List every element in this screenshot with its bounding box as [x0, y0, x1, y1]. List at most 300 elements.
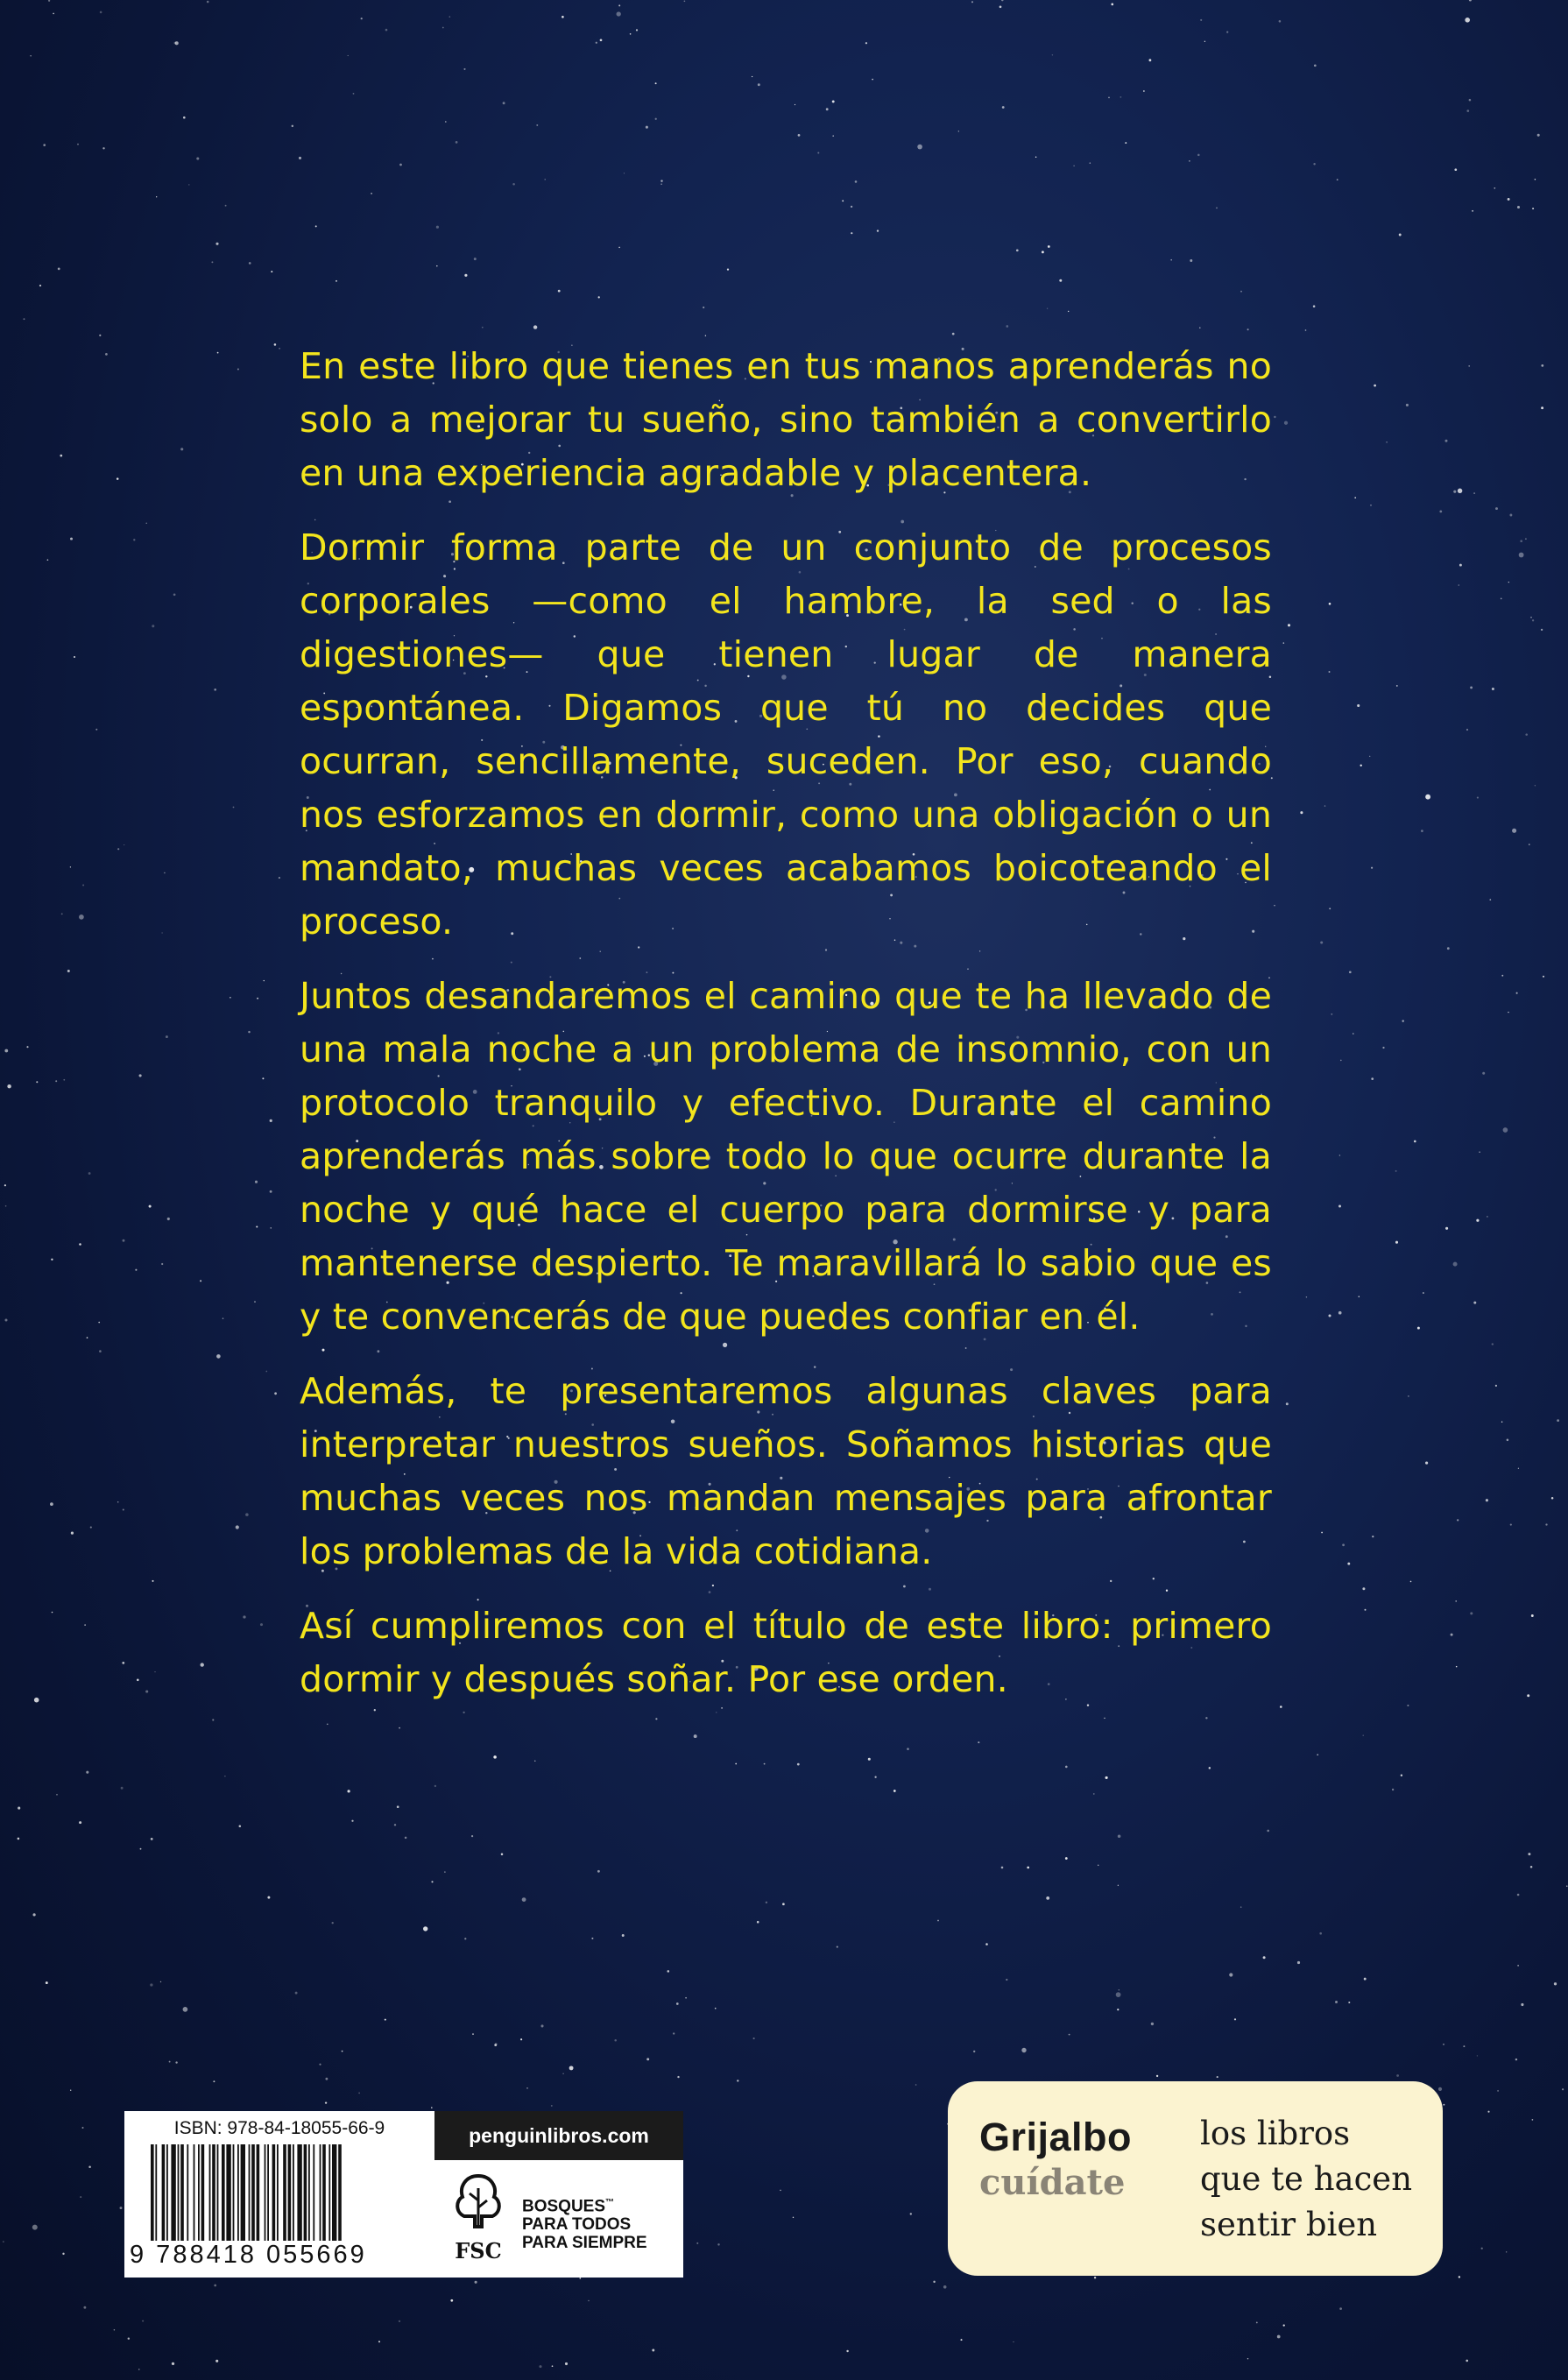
isbn-barcode — [124, 2111, 434, 2278]
star — [1247, 2358, 1248, 2359]
star — [1359, 1296, 1360, 1297]
star — [874, 1776, 876, 1778]
star — [1340, 1060, 1342, 1062]
star — [1482, 1072, 1485, 1075]
star — [47, 559, 49, 561]
star — [274, 343, 277, 346]
star — [617, 11, 621, 16]
star — [1541, 629, 1543, 631]
star — [83, 2306, 86, 2309]
star — [254, 1301, 256, 1303]
star — [558, 290, 561, 293]
star — [598, 296, 600, 298]
star — [1374, 385, 1376, 387]
star — [1338, 1311, 1342, 1315]
star — [100, 11, 102, 14]
star — [52, 1612, 53, 1614]
star — [18, 1838, 20, 1840]
star — [1501, 1421, 1502, 1422]
star — [351, 1820, 353, 1822]
star — [893, 1790, 896, 1792]
star — [212, 1719, 214, 1720]
star — [552, 2365, 554, 2367]
star — [545, 179, 546, 180]
star — [342, 2051, 343, 2052]
star — [1545, 1523, 1547, 1525]
star — [667, 1970, 670, 1973]
star — [34, 1698, 39, 1703]
star — [265, 1371, 267, 1373]
fsc-label — [434, 2160, 683, 2278]
star — [1274, 905, 1275, 906]
star — [140, 1848, 142, 1850]
star — [1149, 59, 1152, 61]
star — [1519, 553, 1524, 558]
star — [117, 1501, 119, 1503]
star — [1371, 1077, 1374, 1080]
star — [99, 335, 101, 336]
star — [87, 1337, 88, 1338]
star — [243, 1615, 245, 1618]
star — [1313, 163, 1315, 165]
star — [851, 232, 852, 234]
star — [1279, 20, 1282, 23]
star — [1487, 2111, 1489, 2113]
barcode-bar — [328, 2144, 330, 2241]
star — [1447, 947, 1450, 950]
star — [952, 333, 955, 335]
star — [1487, 1216, 1488, 1218]
star — [5, 1205, 7, 1207]
star — [1353, 1033, 1354, 1035]
star — [1300, 811, 1303, 814]
barcode-bar — [320, 2144, 321, 2241]
star — [660, 180, 662, 181]
star — [1459, 584, 1460, 586]
star — [249, 262, 251, 265]
star — [655, 118, 657, 120]
star — [213, 2080, 215, 2082]
star — [332, 1922, 334, 1924]
star — [172, 2362, 174, 2365]
star — [135, 1269, 137, 1271]
star — [1354, 497, 1356, 498]
star — [1197, 154, 1200, 157]
star — [937, 1920, 939, 1922]
star — [217, 352, 219, 354]
star — [1518, 1468, 1519, 1469]
star — [1531, 1614, 1534, 1617]
star — [222, 1317, 224, 1319]
star — [142, 2320, 144, 2322]
star — [1021, 2048, 1026, 2052]
star — [215, 2360, 218, 2362]
star — [565, 2362, 568, 2365]
star — [1517, 1894, 1520, 1896]
star — [1473, 492, 1475, 494]
star — [174, 42, 177, 45]
star — [872, 79, 873, 81]
isbn-label: ISBN: 978-84-18055-66-9 — [173, 2118, 385, 2138]
star — [394, 1824, 396, 1826]
star — [1001, 0, 1003, 1]
star — [1525, 733, 1528, 736]
star — [1520, 540, 1522, 542]
star — [1382, 1047, 1384, 1049]
star — [58, 268, 60, 271]
star — [1469, 0, 1472, 2]
barcode-bar — [194, 2144, 195, 2241]
star — [534, 1761, 535, 1762]
barcode-bar — [297, 2144, 301, 2241]
star — [1466, 2360, 1468, 2362]
star — [1425, 795, 1430, 800]
barcode-bar — [293, 2144, 294, 2241]
star — [1283, 2324, 1285, 2326]
star — [1417, 1327, 1420, 1330]
barcode-bar — [209, 2144, 211, 2241]
star — [676, 2002, 679, 2005]
star — [717, 2243, 719, 2245]
star — [1313, 305, 1316, 307]
star — [36, 1081, 38, 1083]
star — [766, 1902, 767, 1903]
blurb-paragraph-2: Dormir forma parte de un conjunto de procesos corporales —como el hambre, la sed o las digestiones— que tienen lugar de manera espontánea. Digamos que tú no decides que ocurran, sencillamente, suceden. Por eso, cuando nos esforzamos en dormir, como una obligación o un mandato, muchas veces acabamos boicoteando el proceso. — [300, 526, 1272, 943]
star — [1562, 2088, 1564, 2090]
barcode-bar — [251, 2144, 255, 2241]
star — [1365, 1609, 1367, 1611]
barcode-bars-icon — [151, 2144, 413, 2248]
star — [1274, 416, 1275, 418]
barcode-bar — [180, 2144, 184, 2241]
star — [1347, 1563, 1350, 1565]
star — [1170, 259, 1172, 261]
star — [26, 1046, 28, 1048]
barcode-bar — [233, 2144, 235, 2241]
isbn-digits: 9 788418 055669 — [130, 2241, 367, 2269]
star — [622, 1934, 625, 1937]
star — [39, 285, 41, 286]
star — [361, 18, 363, 19]
star — [1517, 1965, 1519, 1967]
star — [1342, 1543, 1345, 1546]
star — [474, 258, 477, 260]
star — [201, 1663, 204, 1666]
star — [98, 1322, 100, 1324]
star — [1065, 1857, 1068, 1860]
star — [1401, 1775, 1402, 1776]
star — [166, 1035, 168, 1038]
star — [50, 1502, 53, 1506]
star — [79, 915, 84, 920]
star — [70, 866, 71, 867]
star — [1240, 1906, 1242, 1908]
star — [90, 1527, 92, 1529]
star — [685, 1997, 687, 1999]
star — [434, 1785, 436, 1787]
star — [618, 247, 620, 249]
barcode-bar — [178, 2144, 180, 2241]
star — [1495, 1385, 1497, 1387]
star — [188, 184, 189, 185]
star — [596, 42, 597, 44]
star — [1035, 157, 1037, 159]
star — [95, 729, 97, 731]
star — [1551, 1497, 1554, 1500]
star — [1068, 311, 1069, 312]
star — [727, 268, 729, 270]
star — [1481, 2248, 1483, 2249]
barcode-bar — [212, 2144, 215, 2241]
star — [569, 2066, 574, 2070]
star — [271, 1227, 272, 1228]
star — [79, 1243, 81, 1246]
star — [907, 1748, 909, 1750]
fsc-mark: FSC — [455, 2238, 502, 2263]
star — [782, 1903, 785, 1905]
star — [1065, 1766, 1068, 1769]
star — [1492, 1343, 1494, 1345]
star — [464, 274, 467, 277]
barcode-bar — [187, 2144, 188, 2241]
star — [1395, 1241, 1398, 1244]
star — [1501, 598, 1502, 600]
star — [1143, 90, 1145, 92]
star — [999, 5, 1002, 8]
star — [482, 327, 484, 328]
star — [5, 1319, 8, 1322]
star — [175, 2061, 177, 2063]
star — [3, 2241, 4, 2242]
star — [53, 13, 54, 15]
star — [1209, 1767, 1211, 1769]
star — [1277, 2335, 1281, 2339]
star — [146, 523, 147, 524]
star — [1118, 1834, 1121, 1838]
star — [385, 29, 388, 32]
barcode-bar — [222, 2144, 225, 2241]
star — [646, 2058, 649, 2060]
barcode-bar — [198, 2144, 200, 2241]
star — [257, 998, 258, 999]
star — [80, 2196, 81, 2198]
star — [495, 2043, 498, 2045]
star — [82, 884, 84, 886]
star — [1457, 1519, 1459, 1521]
star — [646, 126, 648, 129]
star — [471, 1835, 473, 1837]
star — [846, 2350, 848, 2352]
star — [1111, 4, 1113, 6]
star — [1305, 329, 1307, 331]
star — [150, 1983, 152, 1986]
blurb-paragraph-5: Así cumpliremos con el título de este libro: primero dormir y después soñar. Por ese orden. — [300, 1605, 1272, 1700]
star — [1554, 1982, 1557, 1985]
star — [248, 1031, 250, 1033]
star — [1508, 198, 1510, 201]
star — [1458, 489, 1462, 493]
star — [1515, 2059, 1517, 2060]
star — [1492, 688, 1494, 690]
star — [851, 206, 852, 208]
barcode-bar — [226, 2144, 230, 2241]
star — [81, 2127, 83, 2129]
star — [562, 16, 564, 18]
star — [1090, 162, 1091, 164]
star — [973, 2051, 975, 2052]
star — [1094, 2277, 1096, 2278]
publisher-panel — [948, 2081, 1443, 2276]
star — [1532, 208, 1534, 209]
star — [1468, 365, 1470, 367]
star — [1521, 2003, 1523, 2006]
star — [1459, 2276, 1460, 2278]
star — [533, 325, 537, 328]
star — [694, 1734, 697, 1738]
star — [562, 2073, 564, 2074]
fsc-line-1: BOSQUES — [522, 2197, 606, 2216]
star — [591, 1938, 593, 1939]
star — [1541, 364, 1543, 367]
star — [262, 1077, 264, 1079]
barcode-bar — [265, 2144, 266, 2241]
star — [1445, 1227, 1448, 1230]
star — [1443, 2044, 1444, 2045]
star — [1297, 1961, 1300, 1964]
star — [735, 1763, 737, 1765]
star — [855, 180, 858, 183]
barcode-bar — [283, 2144, 286, 2241]
star — [597, 1870, 600, 1873]
star — [917, 145, 922, 150]
star — [1013, 2341, 1014, 2342]
star — [1200, 19, 1202, 21]
back-cover-blurb — [300, 340, 1272, 1727]
tagline-line-1: los libros — [1200, 2115, 1351, 2152]
star — [1267, 1830, 1269, 1833]
star — [1408, 1395, 1409, 1397]
star — [102, 147, 104, 149]
star — [1414, 1141, 1416, 1143]
star — [1329, 908, 1331, 909]
star — [1517, 206, 1520, 208]
star — [1516, 992, 1518, 994]
star — [978, 1741, 979, 1743]
star — [264, 980, 265, 981]
star — [1466, 729, 1468, 731]
star — [753, 2037, 755, 2039]
star — [1421, 830, 1423, 832]
star — [1386, 441, 1388, 443]
star — [1362, 1587, 1365, 1590]
star — [1506, 2251, 1507, 2252]
star — [1453, 1262, 1458, 1267]
star — [758, 83, 760, 86]
star — [1189, 160, 1190, 161]
star — [449, 16, 451, 18]
star — [618, 4, 620, 6]
star — [703, 307, 704, 308]
star — [660, 183, 662, 185]
star — [1537, 134, 1540, 137]
star — [1320, 942, 1323, 944]
star — [1306, 1296, 1307, 1297]
barcode-bar — [166, 2144, 168, 2241]
star — [1392, 1789, 1394, 1790]
star — [74, 656, 75, 658]
star — [1402, 1020, 1403, 1021]
star — [1360, 765, 1362, 766]
star — [1331, 1013, 1332, 1015]
star — [325, 2078, 328, 2080]
publisher-name: Grijalbo — [979, 2115, 1133, 2159]
star — [1348, 2002, 1350, 2003]
star — [431, 1881, 433, 1882]
barcode-bar — [313, 2144, 314, 2241]
star — [1217, 2076, 1218, 2078]
star — [868, 1758, 871, 1761]
star — [985, 1943, 988, 1946]
barcode-bar — [241, 2144, 245, 2241]
star — [1116, 1992, 1121, 1997]
star — [877, 230, 879, 231]
barcode-bar — [162, 2144, 166, 2241]
star — [1199, 327, 1200, 328]
star — [71, 1532, 74, 1535]
star — [154, 1671, 155, 1672]
star — [114, 2329, 116, 2331]
star — [151, 1838, 153, 1840]
star — [1407, 1705, 1409, 1706]
star — [1423, 1292, 1424, 1294]
star — [245, 1513, 249, 1516]
star — [757, 1921, 759, 1924]
star — [1395, 1170, 1397, 1172]
star — [1335, 2001, 1338, 2003]
star — [358, 2093, 360, 2094]
star — [1486, 1499, 1488, 1501]
star — [456, 141, 458, 144]
star — [1125, 142, 1127, 144]
star — [501, 1854, 504, 1856]
star — [826, 108, 829, 110]
star — [450, 2299, 453, 2302]
star — [1507, 1439, 1509, 1442]
star — [1329, 671, 1331, 673]
blurb-paragraph-4: Además, te presentaremos algunas claves para interpretar nuestros sueños. Soñamos historias que muchas veces nos mandan mensajes para afrontar los problemas de la vida cotidiana. — [300, 1370, 1272, 1572]
publisher-tagline — [1200, 2111, 1437, 2248]
star — [1047, 308, 1048, 309]
star — [1349, 971, 1352, 973]
star — [1118, 1885, 1119, 1886]
star — [1256, 2321, 1258, 2323]
star — [1470, 686, 1473, 689]
star — [915, 2084, 917, 2086]
star — [1263, 1956, 1266, 1959]
barcode-bar — [249, 2144, 251, 2241]
star — [399, 2320, 400, 2322]
star — [1443, 2104, 1444, 2106]
star — [1093, 1793, 1095, 1795]
star — [84, 1624, 85, 1625]
star — [133, 539, 135, 540]
star — [211, 261, 213, 263]
star — [299, 157, 301, 159]
barcode-bar — [151, 2144, 154, 2241]
star — [1438, 2087, 1442, 2091]
star — [600, 39, 603, 41]
star — [1059, 279, 1062, 282]
